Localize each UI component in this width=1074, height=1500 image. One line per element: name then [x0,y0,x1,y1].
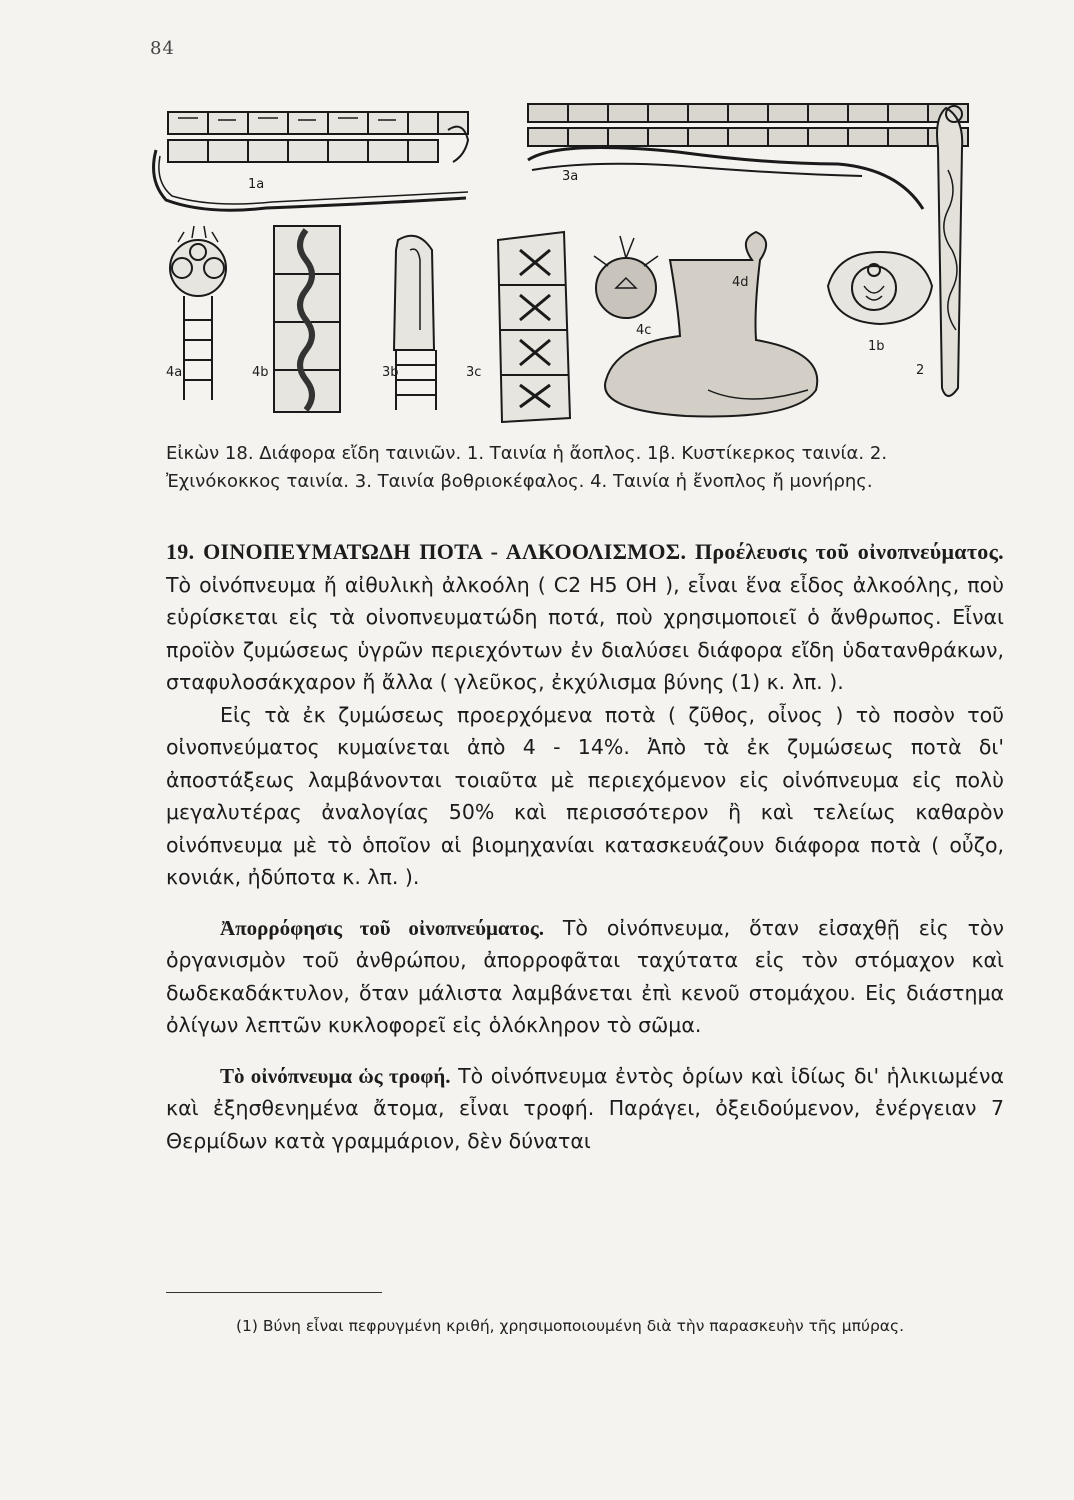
tapeworm-figure-svg [148,90,998,430]
main-text [166,536,1004,1157]
tapeworm-illustration [148,90,998,430]
label-3c: 3c [466,365,482,380]
label-1a: 1a [248,177,265,192]
paragraph-1-text: Τὸ οἰνόπνευμα ἤ αἰθυλικὴ ἀλκοόλη ( C2 H5 OH ), εἶναι ἕνα εἶδος ἀλκοόλης, ποὺ εὑρίσκεται εἰς τὰ οἰνοπνευματώδη ποτά, ποὺ χρησιμοποιεῖ ὁ ἄνθρωπος. Εἶναι προϊὸν ζυμώσεως ὑγρῶν περιεχόντων ἐν διαλύσει διάφορα εἴδη ὑδατανθράκων, σταφυλοσάκχαρον ἤ ἄλλα ( γλεῦκος, ἐκχύλισμα βύνης (1) κ. λπ. ). [166,572,1004,694]
figure-caption: Εἰκὼν 18. Διάφορα εἴδη ταινιῶν. 1. Ταινία ἡ ἄοπλος. 1β. Κυστίκερκος ταινία. 2. Ἐχινόκοκκος ταινία. 3. Ταινία βοθριοκέφαλος. 4. Ταινία ἡ ἔνοπλος ἤ μονήρης. [166,443,888,492]
label-3a: 3a [562,169,579,184]
paragraph-4 [166,1060,1004,1158]
label-4a: 4a [166,365,183,380]
figure-1b-cyst [828,252,932,324]
page-number: 84 [150,38,175,59]
figure-3b-head [394,236,436,410]
figure-2-worm [937,106,962,396]
figure-4b-segments [274,226,340,412]
figure-4c-embryo [594,236,658,318]
label-1b: 1b [868,339,885,354]
paragraph-2: Εἰς τὰ ἐκ ζυμώσεως προερχόμενα ποτὰ ( ζῦθος, οἶνος ) τὸ ποσὸν τοῦ οἰνοπνεύματος κυμαίνεται ἀπὸ 4 - 14%. Ἀπὸ τὰ ἐκ ζυμώσεως ποτὰ δι' ἀποστάξεως λαμβάνονται τοιαῦτα μὲ περιεχόμενον εἰς οἰνόπνευμα εἰς πολὺ μεγαλυτέρας ἀναλογίας 50% καὶ περισσότερον ἢ καὶ τελείως καθαρὸν οἰνόπνευμα μὲ τὸ ὁποῖον αἱ βιομηχανίαι κατασκευάζουν διάφορα ποτὰ ( οὖζο, κονιάκ, ἠδύποτα κ. λπ. ). [166,702,1004,889]
label-2: 2 [916,363,925,378]
figure-3c-segments [498,232,570,422]
footnote: (1) Βύνη εἶναι πεφρυγμένη κριθή, χρησιμοποιουμένη διὰ τὴν παρασκευὴν τῆς μπύρας. [236,1317,905,1335]
figure-1a-segments [154,112,468,210]
paragraph-3-text: Τὸ οἰνόπνευμα, ὅταν εἰσαχθῇ εἰς τὸν ὀργανισμὸν τοῦ ἀνθρώπου, ἀπορροφᾶται ταχύτατα εἰς τὸν στόμαχον καὶ δωδεκαδάκτυλον, ὅταν μάλιστα λαμβάνεται ἐπὶ κενοῦ στομάχου. Εἰς διάστημα ὀλίγων λεπτῶν κυκλοφορεῖ εἰς ὁλόκληρον τὸ σῶμα. [166,915,1005,1037]
label-4d: 4d [732,275,749,290]
absorption-heading: Ἀπορρόφησις τοῦ οἰνοπνεύματος. [220,915,544,940]
label-3b: 3b [382,365,399,380]
section-heading: 19. ΟΙΝΟΠΕΥΜΑΤΩΔΗ ΠΟΤΑ - ΑΛΚΟΟΛΙΣΜΟΣ. Προέλευσις τοῦ οἰνοπνεύματος. [166,539,1004,564]
figure-3a-strip [528,104,968,209]
footnote-rule [166,1292,382,1293]
label-4b: 4b [252,365,269,380]
paragraph-3 [166,912,1004,1042]
paragraph-4-text: Τὸ οἰνόπνευμα ἐντὸς ὁρίων καὶ ἰδίως δι' ἡλικιωμένα καὶ ἐξησθενημένα ἄτομα, εἶναι τροφή. Παράγει, ὀξειδούμενον, ἐνέργειαν 7 Θερμίδων κατὰ γραμμάριον, δὲν δύναται [166,1063,1004,1153]
label-4c: 4c [636,323,652,338]
paragraph-1 [166,536,1004,699]
food-heading: Τὸ οἰνόπνευμα ὡς τροφή. [220,1063,451,1088]
